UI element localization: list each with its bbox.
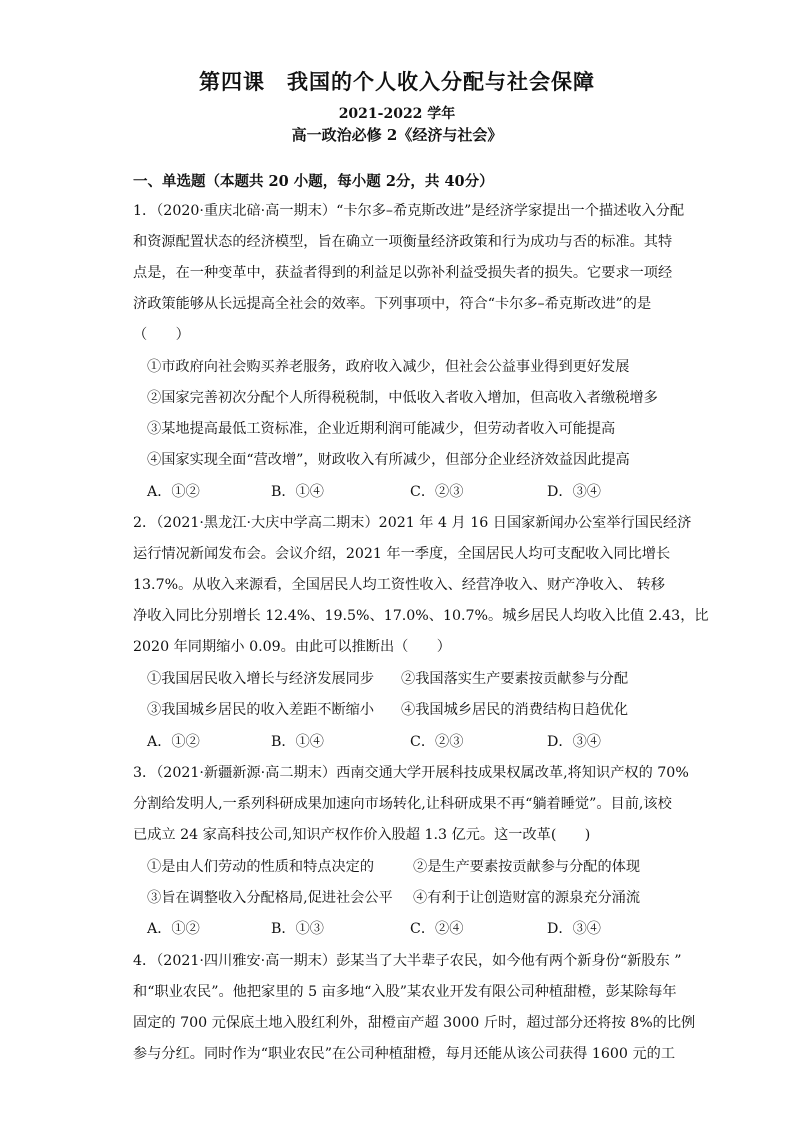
q1-line: 1．（2020·重庆北碚·高一期末）“卡尔多–希克斯改进”是经济学家提出一个描述收入分配 — [133, 203, 685, 219]
q3-choice-b[interactable]: B．①③ — [271, 921, 324, 937]
q2-choice-b[interactable]: B．①④ — [271, 734, 324, 750]
course-name: 高一政治必修 2《经济与社会》 — [291, 126, 503, 144]
q1-choice-d[interactable]: D．③④ — [547, 484, 601, 500]
q1-option-4: ④国家实现全面“营改增”，财政收入有所减少，但部分企业经济效益因此提高 — [147, 452, 630, 468]
lesson-title: 第四课 我国的个人收入分配与社会保障 — [199, 69, 595, 94]
q4-line: 和“职业农民”。他把家里的 5 亩多地“入股”某农业开发有限公司种植甜橙，彭某除每年 — [133, 984, 677, 1000]
q2-option-2: ②我国落实生产要素按贡献参与分配 — [401, 671, 629, 687]
q2-line: 13.7%。从收入来源看，全国居民人均工资性收入、经营净收入、财产净收入、 转移 — [133, 577, 665, 593]
q3-choice-c[interactable]: C．②④ — [410, 921, 464, 937]
q3-option-2: ②是生产要素按贡献参与分配的体现 — [413, 859, 641, 875]
q2-option-1: ①我国居民收入增长与经济发展同步 — [147, 671, 375, 687]
q3-line: 分割给发明人,一系列科研成果加速向市场转化,让科研成果不再“躺着睡觉”。目前,该校 — [133, 796, 672, 812]
q2-line: 2．（2021·黑龙江·大庆中学高二期末）2021 年 4 月 16 日国家新闻办公室举行国民经济 — [133, 515, 692, 531]
q2-line: 净收入同比分别增长 12.4%、19.5%、17.0%、10.7%。城乡居民人均收入比值 2.43，比 — [133, 608, 709, 624]
q2-option-3: ③我国城乡居民的收入差距不断缩小 — [147, 702, 375, 718]
q2-line: 2020 年同期缩小 0.09。由此可以推断出（ ） — [133, 639, 451, 655]
q1-option-2: ②国家完善初次分配个人所得税税制，中低收入者收入增加，但高收入者缴税增多 — [147, 390, 658, 406]
q3-option-4: ④有利于让创造财富的源泉充分涌流 — [413, 890, 641, 906]
q1-option-3: ③某地提高最低工资标准，企业近期利润可能减少，但劳动者收入可能提高 — [147, 421, 616, 437]
q4-line: 参与分红。同时作为“职业农民”在公司种植甜橙，每月还能从该公司获得 1600 元的工 — [133, 1046, 676, 1062]
q1-option-1: ①市政府向社会购买养老服务，政府收入减少，但社会公益事业得到更好发展 — [147, 359, 630, 375]
q4-line: 固定的 700 元保底土地入股红利外，甜橙亩产超 3000 斤时，超过部分还将按 8%的比例 — [133, 1015, 696, 1031]
q3-line: 已成立 24 家高科技公司,知识产权作价入股超 1.3 亿元。这一改革( ) — [133, 827, 591, 843]
q2-choice-d[interactable]: D．③④ — [547, 734, 601, 750]
q1-choice-b[interactable]: B．①④ — [271, 484, 324, 500]
q1-choice-c[interactable]: C．②③ — [410, 484, 464, 500]
q1-line: 济政策能够从长远提高全社会的效率。下列事项中，符合“卡尔多–希克斯改进”的是 — [133, 296, 652, 312]
q2-option-4: ④我国城乡居民的消费结构日趋优化 — [401, 702, 629, 718]
q3-choice-a[interactable]: A．①② — [147, 921, 200, 937]
school-year: 2021-2022 学年 — [338, 106, 456, 122]
q3-choice-d[interactable]: D．③④ — [547, 921, 601, 937]
q1-choice-a[interactable]: A．①② — [147, 484, 200, 500]
q4-line: 4．（2021·四川雅安·高一期末）彭某当了大半辈子农民，如今他有两个新身份“新股东 ” — [133, 953, 682, 969]
q2-choice-a[interactable]: A．①② — [147, 734, 200, 750]
q3-option-1: ①是由人们劳动的性质和特点决定的 — [147, 859, 375, 875]
q3-line: 3．（2021·新疆新源·高二期末）西南交通大学开展科技成果权属改革,将知识产权的 70% — [133, 765, 689, 781]
section-heading: 一、单选题（本题共 20 小题，每小题 2分，共 40分） — [133, 173, 494, 190]
q2-line: 运行情况新闻发布会。会议介绍，2021 年一季度，全国居民人均可支配收入同比增长 — [133, 546, 671, 562]
q1-line: 点是，在一种变革中，获益者得到的利益足以弥补利益受损失者的损失。它要求一项经 — [133, 265, 673, 281]
q1-line: 和资源配置状态的经济模型，旨在确立一项衡量经济政策和行为成功与否的标准。其特 — [133, 234, 673, 250]
q1-answer-blank: （ ） — [133, 327, 190, 343]
q2-choice-c[interactable]: C．②③ — [410, 734, 464, 750]
q3-option-3: ③旨在调整收入分配格局,促进社会公平 — [147, 890, 393, 906]
